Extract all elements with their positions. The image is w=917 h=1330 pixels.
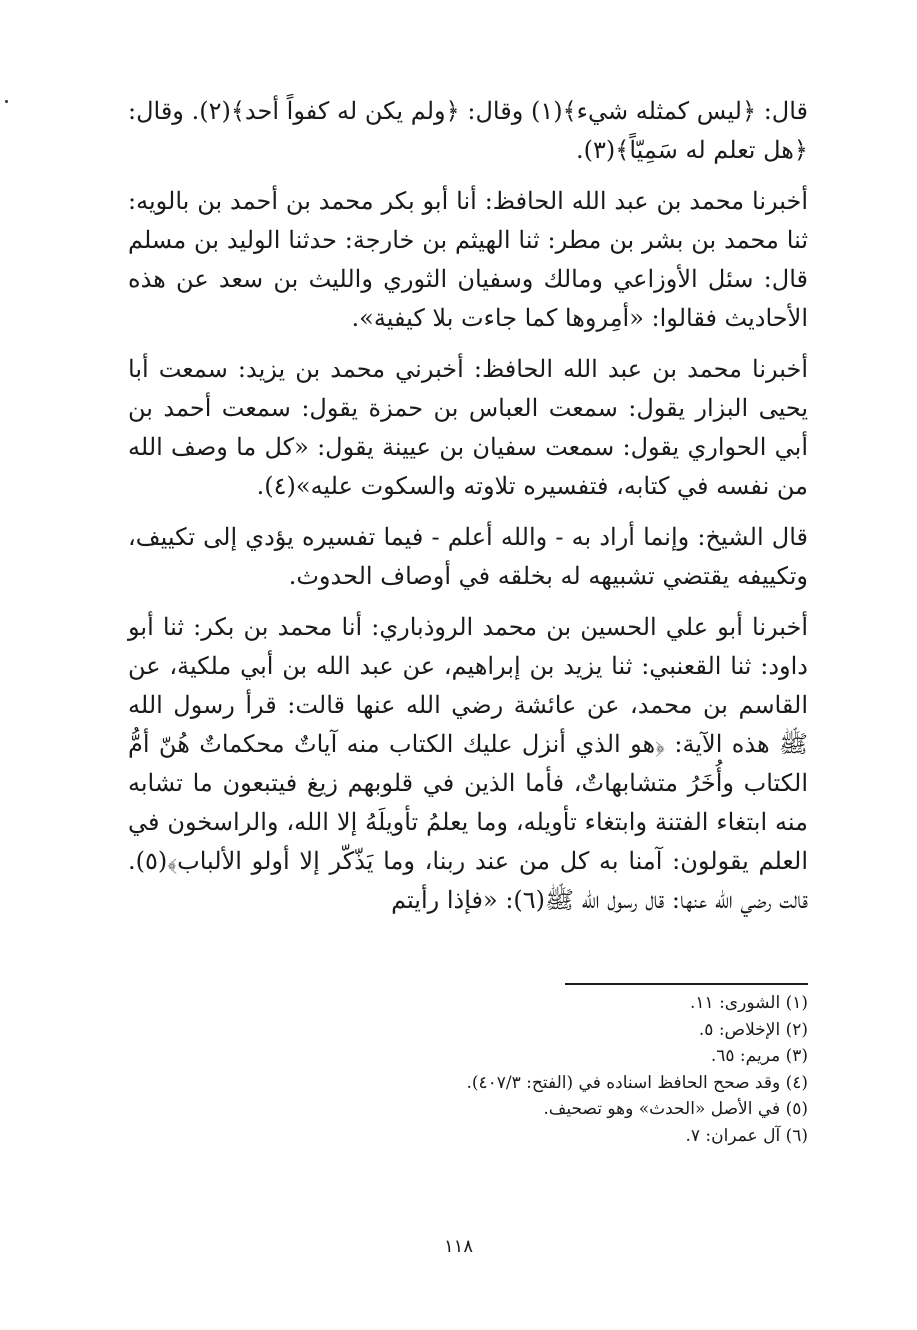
paragraph-awzai-narration: أخبرنا محمد بن عبد الله الحافظ: أنا أبو بكر محمد بن أحمد بن بالويه: ثنا محمد بن بشر بن مطر: ثنا الهيثم بن خارجة: حدثنا الوليد بن مسلم قال: سئل الأوزاعي ومالك وسفيان الثوري والليث بن سعد عن هذه الأحاديث فقالوا: «أمِروها كما جاءت بلا كيفية». xyxy=(128,187,808,332)
footnote-separator xyxy=(565,983,808,985)
main-text xyxy=(128,92,808,932)
footnote-2: (٢) الإخلاص: ٥. xyxy=(698,1019,808,1040)
paragraph-shaykh-comment: قال الشيخ: وإنما أراد به - والله أعلم - فيما تفسيره يؤدي إلى تكييف، وتكييفه يقتضي تشبيهه له بخلقه في أوصاف الحدوث. xyxy=(128,523,808,590)
footnote-4: (٤) وقد صحح الحافظ اسناده في (الفتح: ٤٠٧/٣). xyxy=(466,1072,808,1093)
footnote-6: (٦) آل عمران: ٧. xyxy=(685,1125,808,1146)
footnote-5: (٥) في الأصل «الحدث» وهو تصحيف. xyxy=(543,1099,808,1119)
footnote-1: (١) الشورى: ١١. xyxy=(690,993,808,1013)
footnotes xyxy=(128,990,808,1149)
page-number: ١١٨ xyxy=(443,1236,473,1257)
footnote-3: (٣) مريم: ٦٥. xyxy=(710,1046,808,1066)
paragraph-ibn-uyaynah-narration: أخبرنا محمد بن عبد الله الحافظ: أخبرني محمد بن يزيد: سمعت أبا يحيى البزار يقول: سمعت العباس بن حمزة يقول: سمعت أحمد بن أبي الحواري يقول: سمعت سفيان بن عيينة يقول: «كل ما وصف الله من نفسه في كتابه، فتفسيره تلاوته والسكوت عليه»(٤). xyxy=(128,355,809,500)
scan-speck xyxy=(5,100,8,103)
paragraph-verses: قال: ﴿ليس كمثله شيء﴾(١) وقال: ﴿ولم يكن له كفواً أحد﴾(٢). وقال: ﴿هل تعلم له سَمِيّاً﴾(٣). xyxy=(128,97,808,164)
paragraph-aisha-narration: أخبرنا أبو علي الحسين بن محمد الروذباري: أنا محمد بن بكر: ثنا أبو داود: ثنا القعنبي: ثنا يزيد بن إبراهيم، عن عبد الله بن أبي ملكية، عن القاسم بن محمد، عن عائشة رضي الله عنها قالت: قرأ رسول الله ﷺ هذه الآية: ﴿هو الذي أنزل عليك الكتاب منه آياتٌ محكماتٌ هُنّ أمُّ الكتاب وأُخَرُ متشابهاتٌ، فأما الذين في قلوبهم زيغ فيتبعون ما تشابه منه ابتغاء الفتنة وابتغاء تأويله، وما يعلمُ تأويلَهُ إلا الله، والراسخون في العلم يقولون: آمنا به كل من عند ربنا، وما يَذّكّر إلا أولو الألباب﴾(٥). قالت رضي الله عنها: قال رسول الله ﷺ(٦): «فإذا رأيتم xyxy=(128,613,808,914)
